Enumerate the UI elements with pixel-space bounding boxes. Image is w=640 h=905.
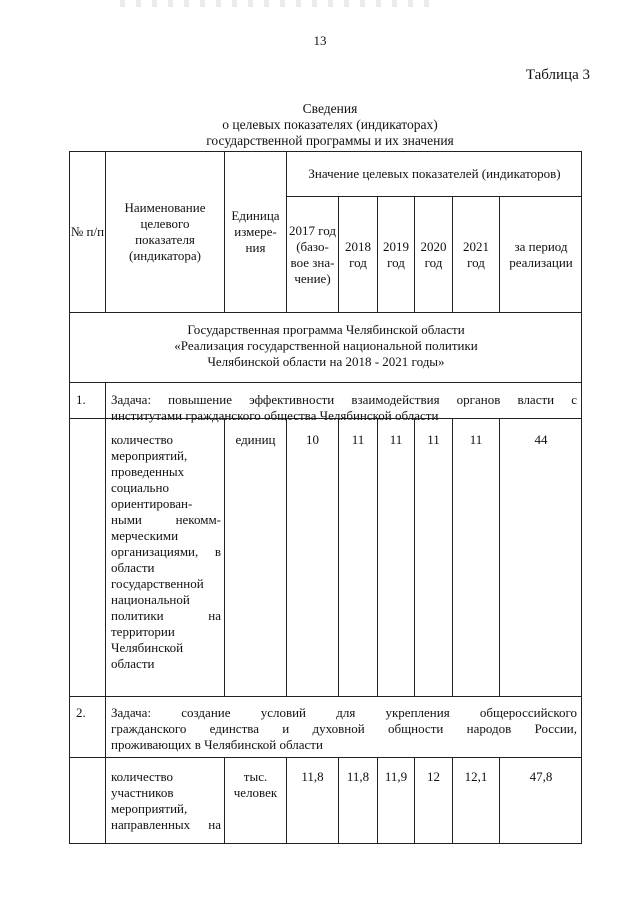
- header-2019: 2019 год: [383, 238, 409, 270]
- heading-line: государственной программы и их значения: [206, 133, 454, 148]
- header-2021: 2021 год: [463, 238, 489, 270]
- task-text: [111, 392, 577, 424]
- indicator-name-line: территории: [111, 624, 175, 639]
- program-title: [70, 322, 582, 370]
- header-values-group: Значение целевых показателей (индикаторов): [308, 166, 561, 181]
- indicator-name-line: мерческими: [111, 528, 179, 543]
- grid-line: [377, 418, 378, 696]
- value-2018: 11: [351, 432, 365, 447]
- grid-line: [70, 757, 582, 758]
- indicator-name-line: количество: [111, 432, 174, 447]
- value-2017: 11,8: [301, 769, 324, 784]
- indicator-name-line: организациями, в: [111, 544, 221, 559]
- task-line: проживающих в Челябинской области: [111, 737, 323, 752]
- indicator-name-line: ными некомм-: [111, 512, 221, 527]
- heading-line: Сведения: [302, 101, 358, 116]
- grid-line: [286, 418, 287, 696]
- table-heading: [70, 101, 590, 149]
- grid-line: [499, 418, 500, 696]
- indicator-unit: [225, 769, 286, 801]
- indicator-name-line: национальной: [111, 592, 190, 607]
- indicator-name: [111, 432, 221, 672]
- indicator-name-line: ориентирован-: [111, 496, 193, 511]
- task-line: Задача: создание условий для укрепления общероссийского: [111, 705, 577, 720]
- task-number: 2.: [76, 705, 86, 720]
- value-2018: 11,8: [346, 769, 370, 784]
- grid-line: [105, 382, 106, 844]
- header-unit: Единица измере-ния: [231, 208, 280, 255]
- grid-line: [70, 312, 582, 313]
- value-2021: 12,1: [464, 769, 488, 784]
- indicator-name: [111, 769, 221, 833]
- grid-line: [452, 418, 453, 696]
- indicators-table: [69, 151, 582, 844]
- task-line: институтами гражданского общества Челябинской области: [111, 408, 439, 423]
- grid-line: [70, 696, 582, 697]
- program-title-line: Государственная программа Челябинской области: [187, 322, 465, 337]
- unit-line: человек: [233, 785, 278, 800]
- grid-line: [414, 418, 415, 696]
- task-text: [111, 705, 577, 753]
- value-period: 47,8: [529, 769, 553, 784]
- grid-line: [338, 418, 339, 696]
- header-period: за период реализации: [509, 238, 573, 270]
- scan-artifact: [120, 0, 440, 7]
- task-line: гражданского единства и духовной общности народов России,: [111, 721, 577, 736]
- heading-line: о целевых показателях (индикаторах): [222, 117, 438, 132]
- header-2018: 2018 год: [345, 238, 371, 270]
- value-period: 44: [534, 432, 548, 447]
- value-2020: 11: [427, 432, 440, 447]
- value-2019: 11,9: [384, 769, 408, 784]
- indicator-name-line: направленных на: [111, 817, 221, 832]
- program-title-line: «Реализация государственной национальной политики: [174, 338, 478, 353]
- page-number: 13: [313, 33, 327, 48]
- grid-line: [224, 418, 225, 696]
- program-title-line: Челябинской области на 2018 - 2021 годы»: [207, 354, 445, 369]
- indicator-name-line: количество: [111, 769, 174, 784]
- task-number: 1.: [76, 392, 86, 407]
- grid-line: [70, 382, 582, 383]
- indicator-name-line: социально: [111, 480, 169, 495]
- header-2020: 2020 год: [420, 238, 447, 270]
- task-line: Задача: повышение эффективности взаимодействия органов власти с: [111, 392, 577, 407]
- indicator-name-line: области: [111, 560, 155, 575]
- table-label: Таблица 3: [525, 67, 590, 83]
- value-2017: 10: [306, 432, 319, 447]
- value-2020: 12: [427, 769, 440, 784]
- header-2017: 2017 год (базо-вое зна-чение): [289, 222, 336, 286]
- indicator-name-line: Челябинской: [111, 640, 184, 655]
- indicator-name-line: области: [111, 656, 155, 671]
- indicator-name-line: государственной: [111, 576, 204, 591]
- indicator-unit: единиц: [235, 432, 276, 447]
- indicator-name-line: проведенных: [111, 464, 185, 479]
- header-num: № п/п: [70, 224, 105, 239]
- indicator-name-line: политики на: [111, 608, 221, 623]
- header-name: Наименование целевого показателя (индикатора): [124, 200, 206, 263]
- unit-line: тыс.: [243, 769, 268, 784]
- indicator-name-line: мероприятий,: [111, 448, 188, 463]
- value-2019: 11: [389, 432, 403, 447]
- indicator-name-line: участников: [111, 785, 174, 800]
- indicator-name-line: мероприятий,: [111, 801, 188, 816]
- value-2021: 11: [469, 432, 483, 447]
